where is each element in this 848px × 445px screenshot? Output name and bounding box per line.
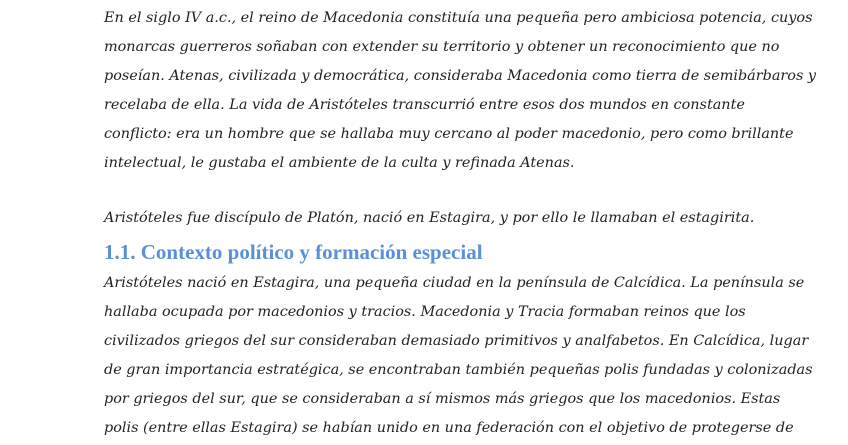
text-line: En el siglo IV a.c., el reino de Macedonia constituía una pequeña pero ambiciosa potencia, cuyos	[104, 10, 813, 26]
paragraph-macedonia-context	[104, 4, 817, 178]
text-line: Aristóteles fue discípulo de Platón, nació en Estagira, y por ello le llamaban el estagirita.	[104, 210, 755, 226]
text-line: por griegos del sur, que se consideraban a sí mismos más griegos que los macedonios. Estas	[104, 391, 781, 407]
text-line: hallaba ocupada por macedonios y tracios. Macedonia y Tracia formaban reinos que los	[104, 304, 746, 320]
text-line: monarcas guerreros soñaban con extender su territorio y obtener un reconocimiento que no	[104, 39, 780, 55]
text-line: conflicto: era un hombre que se hallaba muy cercano al poder macedonio, pero como brillante	[104, 126, 794, 142]
text-line: recelaba de ella. La vida de Aristóteles transcurrió entre esos dos mundos en constante	[104, 97, 745, 113]
paragraph-political-context	[104, 269, 813, 443]
paragraph-aristotle-disciple	[104, 204, 755, 233]
text-line: de gran importancia estratégica, se encontraban también pequeñas polis fundadas y colonizadas	[104, 362, 813, 378]
text-line: intelectual, le gustaba el ambiente de la culta y refinada Atenas.	[104, 155, 575, 171]
text-line: poseían. Atenas, civilizada y democrática, consideraba Macedonia como tierra de semibárbaros y	[104, 68, 817, 84]
text-line: Aristóteles nació en Estagira, una pequeña ciudad en la península de Calcídica. La península se	[104, 275, 805, 291]
section-heading: 1.1. Contexto político y formación especial	[104, 240, 483, 264]
text-line: civilizados griegos del sur consideraban demasiado primitivos y analfabetos. En Calcídica, lugar	[104, 333, 809, 349]
text-line: polis (entre ellas Estagira) se habían unido en una federación con el objetivo de protegerse de	[104, 420, 794, 436]
